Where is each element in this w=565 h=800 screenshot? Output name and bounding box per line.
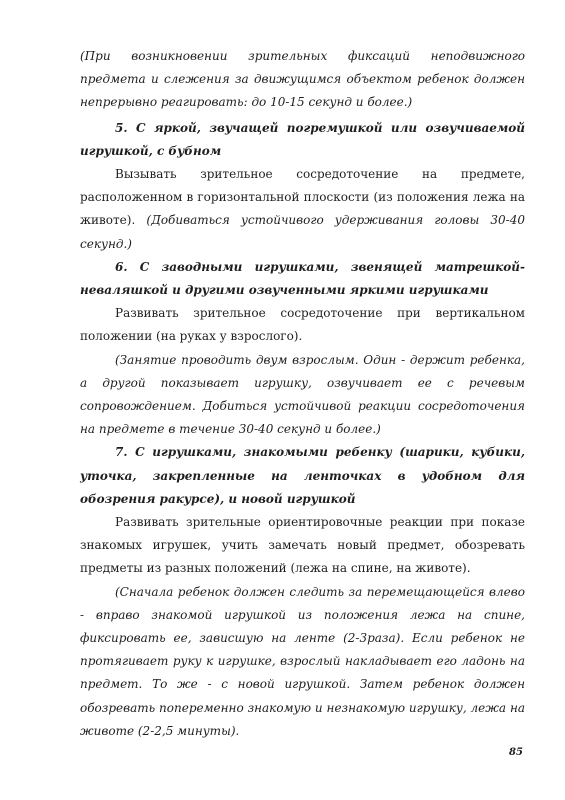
note-visual-fixation: (При возникновении зрительных фиксаций неподвижного предмета и слежения за движущимся объектом ребенок должен непрерывно реагировать: до 10-15 секунд и более.) bbox=[80, 49, 525, 110]
section-5-note: (Добиваться устойчивого удерживания головы 30-40 секунд.) bbox=[80, 213, 525, 251]
section-7-instruction: Развивать зрительные ориентировочные реакции при показе знакомых игрушек, учить замечать новый предмет, обозревать предметы из разных положений (лежа на спине, на животе). bbox=[80, 515, 525, 576]
page-content bbox=[80, 45, 525, 743]
section-heading-7: 7. С игрушками, знакомыми ребенку (шарики, кубики, уточка, закрепленные на ленточках в удобном для обозрения ракурсе), и новой игрушкой bbox=[80, 445, 525, 506]
section-heading-6: 6. С заводными игрушками, звенящей матрешкой-неваляшкой и другими озвученными яркими игрушками bbox=[80, 259, 525, 298]
section-7-note: (Сначала ребенок должен следить за перемещающейся влево - вправо знакомой игрушкой из положения лежа на спине, фиксировать ее, зависшую на ленте (2-3раза). Если ребенок не протягивает руку к игрушке, взрослый накладывает его ладонь на предмет. То же - с новой игрушкой. Затем ребенок должен обозревать попеременно знакомую и незнакомую игрушку, лежа на животе (2-2,5 минуты). bbox=[80, 584, 525, 738]
section-5-body bbox=[80, 163, 525, 256]
section-6-instruction: Развивать зрительное сосредоточение при вертикальном положении (на руках у взрослого). bbox=[80, 306, 525, 344]
section-5-instruction: Вызывать зрительное сосредоточение на предмете, расположенном в горизонтальной плоскости (из положения лежа на животе). bbox=[80, 167, 525, 228]
section-heading-5: 5. С яркой, звучащей погремушкой или озвучиваемой игрушкой, с бубном bbox=[80, 120, 525, 158]
section-6-note: (Занятие проводить двум взрослым. Один - держит ребенка, а другой показывает игрушку, озвучивает ее с речевым сопровождением. Добиться устойчивой реакции сосредоточения на предмете в течение 30-40 секунд и более.) bbox=[80, 352, 525, 437]
page-number: 85 bbox=[509, 747, 523, 758]
